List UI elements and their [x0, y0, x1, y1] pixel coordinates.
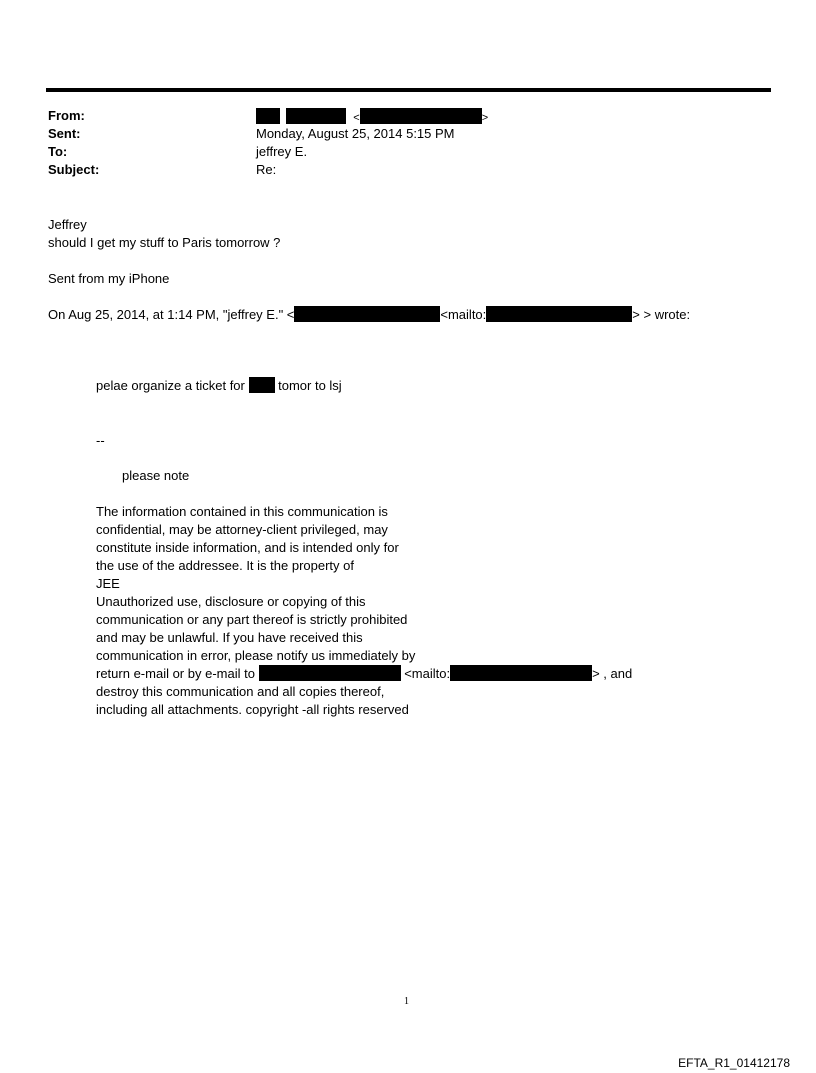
page-number: 1	[404, 996, 409, 1007]
disclaimer-line: the use of the addressee. It is the property of	[96, 558, 354, 573]
top-rule	[46, 88, 771, 92]
disclaimer-line: communication or any part thereof is strictly prohibited	[96, 612, 408, 627]
quoted-line	[96, 377, 342, 395]
disclaimer-line: Unauthorized use, disclosure or copying of this	[96, 594, 366, 609]
redaction-block	[486, 306, 632, 322]
sent-label: Sent:	[48, 126, 81, 141]
to-label: To:	[48, 144, 68, 159]
dashes: --	[96, 433, 105, 448]
quote-intro-c: > > wrote:	[632, 307, 691, 322]
quoted-msg-b: tomor to lsj	[278, 378, 342, 393]
signature: Sent from my iPhone	[48, 271, 170, 286]
from-label: From:	[48, 108, 85, 123]
quote-intro-b: <mailto:	[440, 307, 487, 322]
return-b: <mailto:	[404, 666, 451, 681]
disclaimer-line: The information contained in this communication is	[96, 504, 388, 519]
please-note: please note	[122, 468, 190, 483]
document-id: EFTA_R1_01412178	[678, 1056, 790, 1070]
quote-intro-a: On Aug 25, 2014, at 1:14 PM, "jeffrey E." <	[48, 307, 295, 322]
redaction-block	[249, 377, 275, 393]
disclaimer-line: JEE	[96, 576, 120, 591]
from-value	[256, 108, 488, 124]
redaction-block	[294, 306, 440, 322]
disclaimer-line: confidential, may be attorney-client privileged, may	[96, 522, 388, 537]
redaction-block	[256, 108, 280, 124]
quote-intro	[48, 306, 690, 324]
greeting: Jeffrey	[48, 217, 87, 232]
disclaimer-line: constitute inside information, and is intended only for	[96, 540, 399, 555]
disclaimer-line: and may be unlawful. If you have received this	[96, 630, 363, 645]
redaction-block	[259, 665, 401, 681]
return-c: > , and	[592, 666, 633, 681]
body-line: should I get my stuff to Paris tomorrow ?	[48, 235, 281, 250]
disclaimer-tail-line: including all attachments. copyright -all rights reserved	[96, 702, 409, 717]
return-a: return e-mail or by e-mail to	[96, 666, 255, 681]
sent-value: Monday, August 25, 2014 5:15 PM	[256, 126, 455, 141]
disclaimer-tail-line: destroy this communication and all copies thereof,	[96, 684, 385, 699]
from-close-bracket: >	[481, 112, 489, 124]
quoted-msg-a: pelae organize a ticket for	[96, 378, 245, 393]
redaction-block	[360, 108, 482, 124]
to-value: jeffrey E.	[256, 144, 308, 159]
subject-value: Re:	[256, 162, 277, 177]
return-line	[96, 665, 632, 683]
redaction-block	[450, 665, 592, 681]
subject-label: Subject:	[48, 162, 100, 177]
from-open-bracket: <	[353, 112, 360, 124]
redaction-block	[286, 108, 346, 124]
disclaimer-line: communication in error, please notify us immediately by	[96, 648, 416, 663]
